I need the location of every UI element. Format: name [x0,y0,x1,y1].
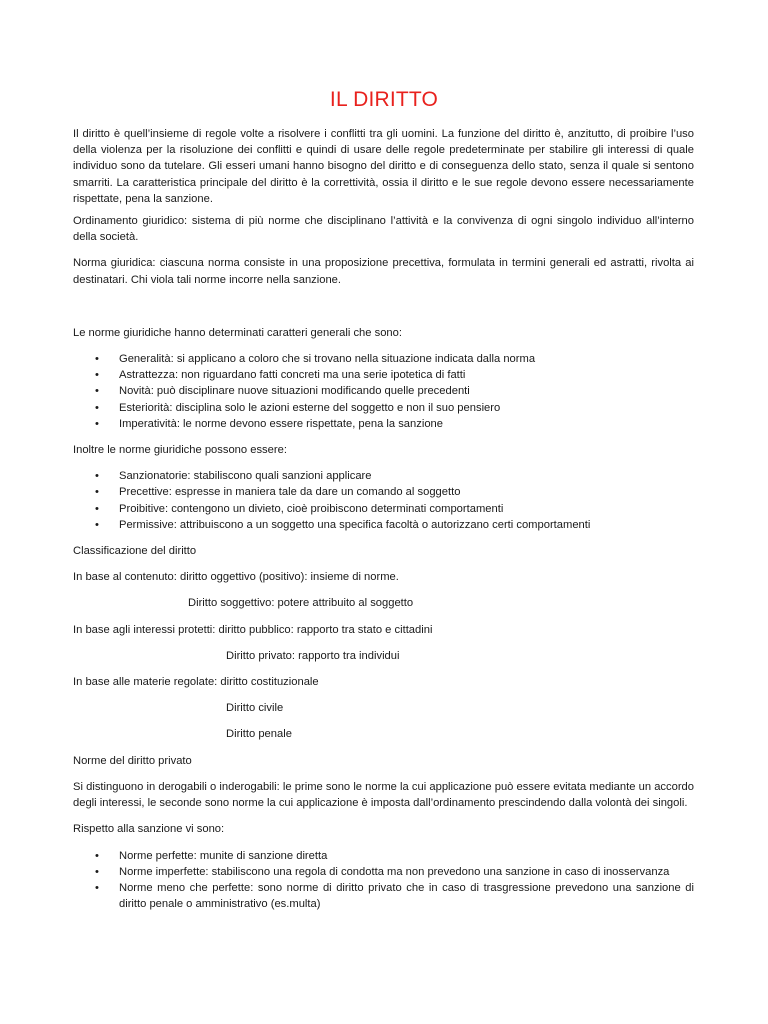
bullet-icon: • [95,881,99,894]
list-item: • Generalità: si applicano a coloro che si trovano nella situazione indicata dalla norma [73,351,694,367]
bullet-icon: • [95,401,99,414]
tipi-list [73,468,694,533]
list-item: • Norme imperfette: stabiliscono una regola di condotta ma non prevedono una sanzione in caso di inosservanza [73,864,694,880]
materie-line-1: In base alle materie regolate: diritto costituzionale [73,676,319,689]
list-item: • Novità: può disciplinare nuove situazioni modificando quelle precedenti [73,383,694,399]
intro-paragraph: Il diritto è quell’insieme di regole volte a risolvere i conflitti tra gli uomini. La funzione del diritto è, anzitutto, di proibire l’uso della violenza per la risoluzione dei conflitti e quindi di usare delle regole predeterminate per stabilire gli interessi di quale individuo sono da tutelare. Gli esseri umani hanno bisogno del diritto e di conseguenza dello stato, senza il quale si sentono smarriti. La caratteristica principale del diritto è la correttività, ossia il diritto e le sue regole devono essere necessariamente rispettate, pena la sanzione. [73,128,694,205]
list-item: • Norme meno che perfette: sono norme di diritto privato che in caso di trasgressione prevedono una sanzione di diritto penale o amministrativo (es.multa) [95,881,694,911]
list-item: • Proibitive: contengono un divieto, cioè proibiscono determinati comportamenti [73,501,694,517]
list-item: • Norme perfette: munite di sanzione diretta [73,848,694,864]
privato-paragraph: Si distinguono in derogabili o inderogabili: le prime sono le norme la cui applicazione può essere evitata mediante un accordo degli interessi, le seconde sono norme la cui applicazione è imposta dall’ordinamento prescindendo dalla volontà dei singoli. [73,780,694,810]
list-item: • Esteriorità: disciplina solo le azioni esterne del soggetto e non il suo pensiero [73,400,694,416]
bullet-icon: • [95,865,99,878]
bullet-icon: • [95,502,99,515]
bullet-icon: • [95,518,99,531]
ordinamento-paragraph: Ordinamento giuridico: sistema di più norme che disciplinano l’attività e la convivenza di ogni singolo individuo all’interno della società. [73,215,694,244]
bullet-icon: • [95,385,99,398]
document-body [73,126,694,912]
contenuto-line-2: Diritto soggettivo: potere attribuito al soggetto [188,597,414,610]
bullet-icon: • [95,849,99,862]
classificazione-heading: Classificazione del diritto [73,545,197,558]
caratteri-intro: Le norme giuridiche hanno determinati caratteri generali che sono: [73,326,402,339]
sanzione-intro: Rispetto alla sanzione vi sono: [73,823,225,836]
contenuto-line-1: In base al contenuto: diritto oggettivo (positivo): insieme di norme. [73,571,399,584]
bullet-icon: • [95,417,99,430]
bullet-icon: • [95,486,99,499]
interessi-line-2: Diritto privato: rapporto tra individui [226,649,400,662]
privato-heading: Norme del diritto privato [73,754,192,767]
list-item: • Astrattezza: non riguardano fatti concreti ma una serie ipotetica di fatti [73,367,694,383]
materie-line-2: Diritto civile [226,702,284,715]
interessi-line-1: In base agli interessi protetti: diritto pubblico: rapporto tra stato e cittadini [73,623,433,636]
materie-line-3: Diritto penale [226,728,292,741]
list-item: • Precettive: espresse in maniera tale da dare un comando al soggetto [73,484,694,500]
list-item: • Sanzionatorie: stabiliscono quali sanzioni applicare [73,468,694,484]
list-item: • Imperatività: le norme devono essere rispettate, pena la sanzione [73,416,694,432]
sanzione-list [73,848,694,913]
bullet-icon: • [95,353,99,366]
norma-paragraph: Norma giuridica: ciascuna norma consiste in una proposizione precettiva, formulata in termini generali ed astratti, rivolta ai destinatari. Chi viola tali norme incorre nella sanzione. [73,257,694,286]
tipi-intro: Inoltre le norme giuridiche possono essere: [73,444,287,457]
document-title: IL DIRITTO [329,88,439,111]
list-item: • Permissive: attribuiscono a un soggetto una specifica facoltà o autorizzano certi comportamenti [73,517,694,533]
bullet-icon: • [95,470,99,483]
caratteri-list [73,351,694,432]
bullet-icon: • [95,369,99,382]
